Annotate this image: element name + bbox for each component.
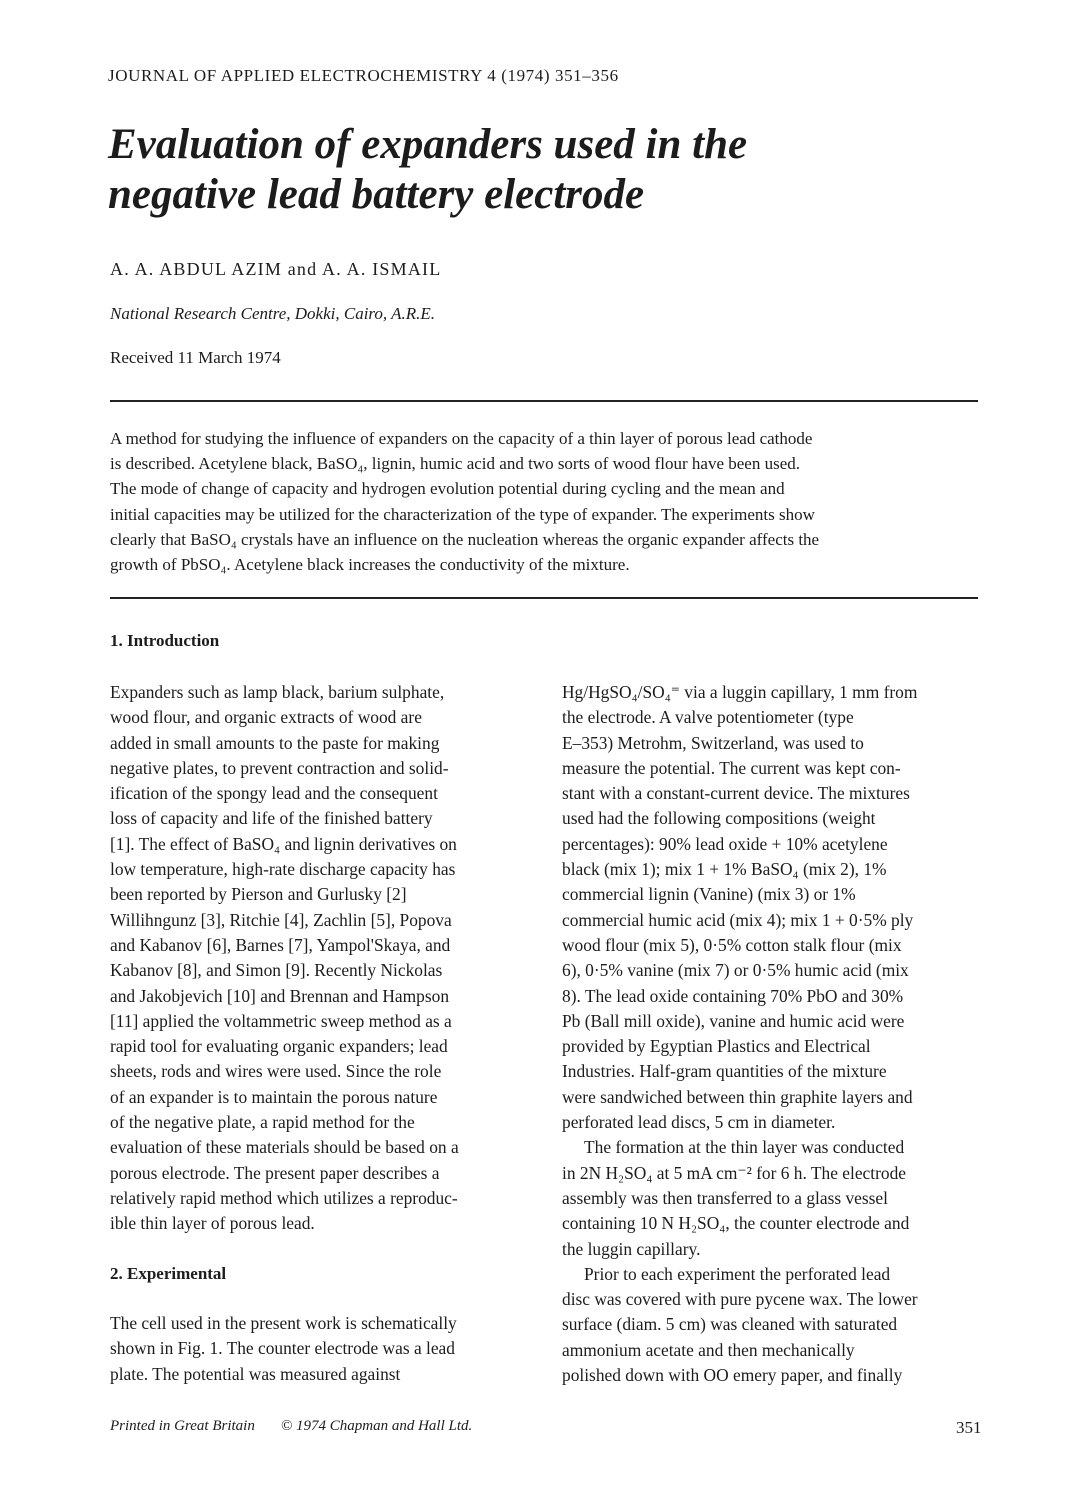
section-heading-introduction: 1. Introduction xyxy=(110,631,220,650)
text-line: wood flour (mix 5), 0·5% cotton stalk flour (mix xyxy=(562,934,902,955)
text-line: evaluation of these materials should be based on a xyxy=(110,1137,459,1158)
article-title-line: negative lead battery electrode xyxy=(108,171,645,218)
abstract-top-rule xyxy=(110,400,978,402)
experimental-paragraph xyxy=(110,1311,530,1387)
text-line: disc was covered with pure pycene wax. The lower xyxy=(562,1289,918,1310)
text-line: added in small amounts to the paste for making xyxy=(110,732,440,753)
abstract-line: growth of PbSO₄. Acetylene black increases the conductivity of the mixture. xyxy=(110,555,630,575)
article-title xyxy=(108,120,988,220)
text-line: low temperature, high-rate discharge capacity has xyxy=(110,859,456,880)
authors: A. A. ABDUL AZIM and A. A. ISMAIL xyxy=(110,259,442,279)
text-line: 8). The lead oxide containing 70% PbO and 30% xyxy=(562,985,904,1006)
text-line: measure the potential. The current was kept con- xyxy=(562,757,901,778)
text-line: sheets, rods and wires were used. Since the role xyxy=(110,1061,442,1082)
text-line: black (mix 1); mix 1 + 1% BaSO₄ (mix 2), 1% xyxy=(562,859,887,880)
printed-in: Printed in Great Britain xyxy=(110,1418,255,1434)
introduction-paragraph xyxy=(110,680,530,1237)
text-line: polished down with OO emery paper, and finally xyxy=(562,1365,903,1386)
abstract-bottom-rule xyxy=(110,597,978,599)
abstract-line: clearly that BaSO₄ crystals have an influence on the nucleation whereas the organic expander affects the xyxy=(110,529,820,549)
text-line: perforated lead discs, 5 cm in diameter. xyxy=(562,1112,836,1133)
text-line: ammonium acetate and then mechanically xyxy=(562,1339,855,1360)
page-number: 351 xyxy=(956,1418,982,1437)
abstract-line: The mode of change of capacity and hydrogen evolution potential during cycling and the mean and xyxy=(110,479,785,499)
abstract-line: initial capacities may be utilized for the characterization of the type of expander. The experiments show xyxy=(110,504,815,524)
text-line: porous electrode. The present paper describes a xyxy=(110,1162,440,1183)
abstract-line: A method for studying the influence of expanders on the capacity of a thin layer of porous lead cathode xyxy=(110,429,813,448)
copyright: © 1974 Chapman and Hall Ltd. xyxy=(280,1418,473,1434)
text-line: relatively rapid method which utilizes a reproduc- xyxy=(110,1187,458,1208)
text-line: ible thin layer of porous lead. xyxy=(110,1213,315,1234)
text-line: The formation at the thin layer was conducted xyxy=(584,1137,905,1158)
text-line: Kabanov [8], and Simon [9]. Recently Nickolas xyxy=(110,960,443,981)
text-line: commercial humic acid (mix 4); mix 1 + 0·5% ply xyxy=(562,909,914,930)
footer xyxy=(110,1418,472,1435)
text-line: 6), 0·5% vanine (mix 7) or 0·5% humic acid (mix xyxy=(562,960,909,981)
text-line: and Jakobjevich [10] and Brennan and Hampson xyxy=(110,985,450,1006)
text-line: the electrode. A valve potentiometer (type xyxy=(562,707,854,728)
text-line: used had the following compositions (weight xyxy=(562,808,876,829)
text-line: Hg/HgSO₄/SO₄⁼ via a luggin capillary, 1 mm from xyxy=(562,682,918,702)
text-line: [11] applied the voltammetric sweep method as a xyxy=(110,1010,452,1031)
text-line: [1]. The effect of BaSO₄ and lignin derivatives on xyxy=(110,833,457,854)
text-line: surface (diam. 5 cm) was cleaned with saturated xyxy=(562,1314,898,1335)
text-line: E–353) Metrohm, Switzerland, was used to xyxy=(562,732,864,753)
text-line: percentages): 90% lead oxide + 10% acetylene xyxy=(562,833,888,854)
text-line: in 2N H₂SO₄ at 5 mA cm⁻² for 6 h. The electrode xyxy=(562,1162,906,1183)
text-line: and Kabanov [6], Barnes [7], Yampol'Skaya, and xyxy=(110,934,451,955)
text-line: plate. The potential was measured against xyxy=(110,1363,401,1384)
text-line: ification of the spongy lead and the consequent xyxy=(110,783,438,804)
text-line: Pb (Ball mill oxide), vanine and humic acid were xyxy=(562,1010,905,1031)
text-line: Prior to each experiment the perforated lead xyxy=(584,1263,891,1284)
text-line: shown in Fig. 1. The counter electrode was a lead xyxy=(110,1338,455,1359)
text-line: commercial lignin (Vanine) (mix 3) or 1% xyxy=(562,884,856,905)
affiliation: National Research Centre, Dokki, Cairo, A.R.E. xyxy=(110,304,436,323)
text-line: were sandwiched between thin graphite layers and xyxy=(562,1086,913,1107)
text-line: Expanders such as lamp black, barium sulphate, xyxy=(110,682,445,702)
text-line: Industries. Half-gram quantities of the mixture xyxy=(562,1061,887,1082)
text-line: The cell used in the present work is schematically xyxy=(110,1313,457,1333)
text-line: been reported by Pierson and Gurlusky [2] xyxy=(110,884,407,905)
text-line: negative plates, to prevent contraction and solid- xyxy=(110,757,449,778)
text-line: of an expander is to maintain the porous nature xyxy=(110,1086,438,1107)
received-date: Received 11 March 1974 xyxy=(110,348,281,367)
text-line: loss of capacity and life of the finished battery xyxy=(110,808,433,829)
text-line: of the negative plate, a rapid method for the xyxy=(110,1112,415,1133)
text-line: assembly was then transferred to a glass vessel xyxy=(562,1187,888,1208)
text-line: wood flour, and organic extracts of wood are xyxy=(110,707,422,728)
journal-header: JOURNAL OF APPLIED ELECTROCHEMISTRY 4 (1974) 351–356 xyxy=(108,66,619,85)
text-line: Willihngunz [3], Ritchie [4], Zachlin [5], Popova xyxy=(110,909,452,930)
text-line: rapid tool for evaluating organic expanders; lead xyxy=(110,1036,448,1057)
text-line: stant with a constant-current device. The mixtures xyxy=(562,783,910,804)
abstract xyxy=(110,426,990,577)
right-column xyxy=(562,680,992,1388)
text-line: provided by Egyptian Plastics and Electrical xyxy=(562,1036,871,1057)
abstract-line: is described. Acetylene black, BaSO₄, lignin, humic acid and two sorts of wood flour have been used. xyxy=(110,454,801,474)
text-line: the luggin capillary. xyxy=(562,1238,701,1259)
text-line: containing 10 N H₂SO₄, the counter electrode and xyxy=(562,1213,910,1234)
article-title-line: Evaluation of expanders used in the xyxy=(108,121,748,168)
section-heading-experimental: 2. Experimental xyxy=(110,1264,227,1283)
